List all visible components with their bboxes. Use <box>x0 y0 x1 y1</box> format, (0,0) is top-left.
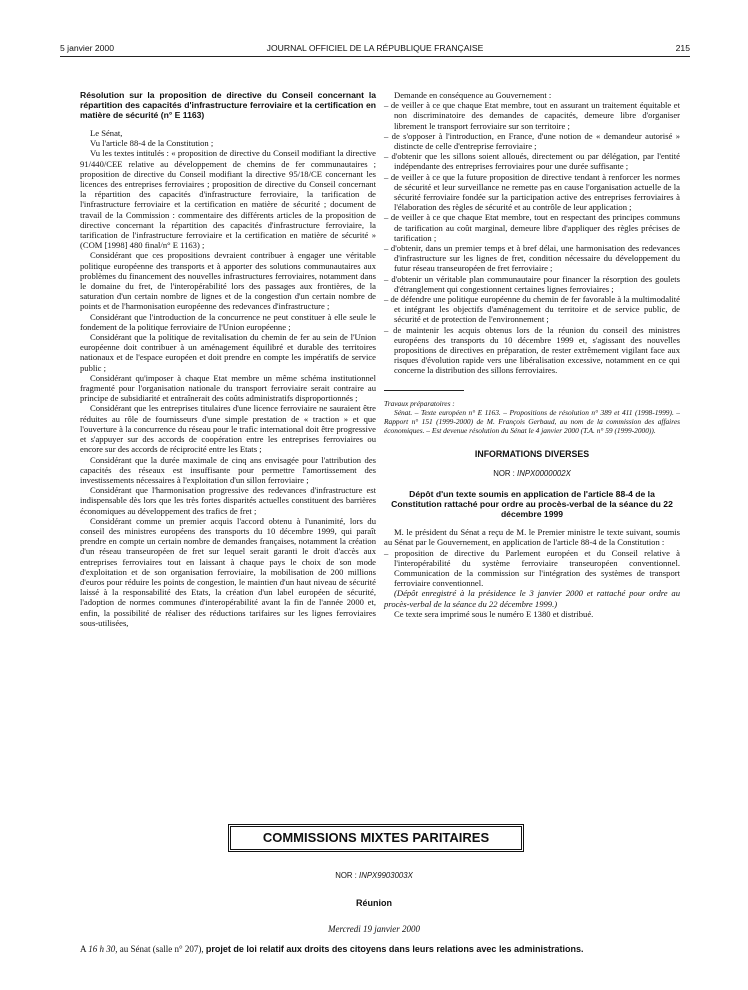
reunion-heading: Réunion <box>356 898 392 908</box>
demand-item: – de veiller à ce que chaque Etat membre, tout en respectant des principes communs de tarification au coût marginal, demeure libre d'appliquer des règles précises de tarification ; <box>384 212 680 243</box>
paragraph: Considérant que l'introduction de la concurrence ne peut constituer à elle seule le fondement de la politique ferroviaire de l'Union européenne ; <box>80 311 376 332</box>
paragraph: Considérant comme un premier acquis l'accord obtenu à l'unanimité, lors du conseil des ministres européens des transports du 10 décembre 1999, qui paraît prendre en compte un certain nombre de demandes françaises, notamment la création d'un réseau transeuropéen de fret sur lequel serait garanti le droit d'accès aux entreprises ferroviaires tout en laissant à chaque pays le choix de son mode d'exploitation et de son organisation ferroviaire, la mobilisation de 200 millions d'euros pour réduire les points de congestion, le maintien d'un haut niveau de sécurité laissé à la responsabilité des Etats, la création d'un label européen de sécurité, l'adoption de normes communes d'interopérabilité avant la fin de l'année 2000 et, enfin, la possibilité de réaliser des réductions tarifaires sur les lignes ferroviaires sous-utilisées, <box>80 515 376 628</box>
bottom-nor-value: INPX9903003X <box>359 871 413 880</box>
travaux-title: Travaux préparatoires : <box>384 398 455 408</box>
paragraph: Vu l'article 88-4 de la Constitution ; <box>90 138 214 149</box>
demand-item: – d'obtenir que les sillons soient alloués, directement ou par délégation, par l'entité indépendante des entreprises ferroviaires pour une durée suffisante ; <box>384 151 680 172</box>
travaux-text: Sénat. – Texte européen n° E 1163. – Propositions de résolution n° 389 et 411 (1998-1999). – Rapport n° 151 (1999-2000) de M. François Gerbaud, au nom de la commission des affaires économiques. – Est devenue résolution du Sénat le 4 janvier 2000 (T.A. n° 59 (1999-2000)). <box>384 407 680 435</box>
header-journal-title: JOURNAL OFFICIEL DE LA RÉPUBLIQUE FRANÇAISE <box>266 43 484 53</box>
depot-last-line: Ce texte sera imprimé sous le numéro E 1380 et distribué. <box>394 608 594 619</box>
demand-item: – de veiller à ce que la future proposition de directive tendant à renforcer les normes de sécurité et leur surveillance ne remette pas en cause l'organisation actuelle de la sécurité ferroviaire fondée sur la participation active des entreprises ferroviaires à l'élaboration des règles de sécurité et au contrôle de leur application ; <box>384 171 680 213</box>
info-section-title: INFORMATIONS DIVERSES <box>474 448 590 459</box>
nor-line <box>384 469 680 479</box>
meeting-prefix: A <box>80 944 87 954</box>
paragraph: Considérant que ces propositions devraient contribuer à engager une véritable politique européenne des transports et à apporter des solutions communautaires aux problèmes du financement des nouvelles infrastructures ferroviaires, notamment dans le domaine du fret, de l'interopérabilité lors des passages aux frontières, de la saturation d'un certain nombre de lignes et de la congestion d'un certain nombre de points et de l'harmonisation européenne des redevances d'infrastructure ; <box>80 250 376 312</box>
meeting-subject: projet de loi relatif aux droits des citoyens dans leurs relations avec les administrations. <box>205 944 584 954</box>
demand-item: – d'obtenir un véritable plan communautaire pour financer la résorption des goulets d'étranglement qui congestionnent certaines lignes ferroviaires ; <box>384 273 680 294</box>
depot-note: (Dépôt enregistré à la présidence le 3 janvier 2000 et rattaché pour ordre au procès-verbal de la séance du 22 décembre 1999.) <box>384 588 680 609</box>
bottom-nor-line <box>0 871 748 881</box>
demand-item: – d'obtenir, dans un premier temps et à bref délai, une harmonisation des redevances d'infrastructure sur les lignes de fret, condition nécessaire du développement du futur réseau transeuropéen de fret ferroviaire ; <box>384 243 680 274</box>
demand-item: – de maintenir les acquis obtenus lors de la réunion du conseil des ministres européens des transports du 10 décembre 1999 et, s'agissant des nouvelles propositions de directives en préparation, de rester extrêmement vigilant face aux risques d'évolution rapide vers une libéralisation excessive, notamment en ce qui concerne la distribution des sillons ferroviaires. <box>384 324 680 376</box>
meeting-location: au Sénat (salle n° 207), <box>119 944 204 954</box>
depot-paragraph: M. le président du Sénat a reçu de M. le Premier ministre le texte suivant, soumis au Sénat par le Gouvernement, en application de l'article 88-4 de la Constitution : <box>384 527 680 548</box>
depot-title: Dépôt d'un texte soumis en application de l'article 88-4 de la Constitution rattaché pour ordre au procès-verbal de la séance du 22 décembre 1999 <box>391 489 673 520</box>
travaux-separator <box>384 390 464 391</box>
left-column <box>80 90 376 628</box>
nor-value: INPX0000002X <box>517 468 571 478</box>
demand-item: – de s'opposer à l'introduction, en France, d'une notion de « demandeur autorisé » distincte de celle d'entreprise ferroviaire ; <box>384 130 680 152</box>
paragraph: Vu les textes intitulés : « proposition de directive du Conseil modifiant la directive 91/440/CEE relative au développement de chemins de fer communautaires ; proposition de directive du Conseil modifiant la directive 95/18/CE concernant les licences des entreprises ferroviaires ; proposition de directive du Conseil concernant la répartition des capacités d'infrastructure ferroviaire, la tarification de l'infrastructure ferroviaire et la certification en matière de sécurité ; document de travail de la Commission : commentaire des différents articles de la proposition de directive concernant la répartition des capacités d'infrastructure ferroviaire, la tarification de l'infrastructure ferroviaire et la certification en matière de sécurité » (COM [1998] 480 final/n° E 1163) ; <box>80 148 376 251</box>
paragraph: Considérant que la politique de revitalisation du chemin de fer au sein de l'Union européenne doit contribuer à un aménagement équilibré et durable des territoires nationaux et de l'espace européen et doit prendre en compte les impératifs de service public ; <box>80 332 376 373</box>
meeting-line <box>80 944 700 954</box>
demand-intro: Demande en conséquence au Gouvernement : <box>394 90 552 100</box>
meeting-time: 16 h 30, <box>88 944 118 954</box>
demand-item: – de veiller à ce que chaque Etat membre, tout en assurant un traitement équitable et non discriminatoire des demandes de capacités, demeure libre d'organiser librement le transport ferroviaire sur son territoire ; <box>384 100 680 131</box>
commissions-box-title: COMMISSIONS MIXTES PARITAIRES <box>228 824 524 852</box>
paragraph: Considérant que l'harmonisation progressive des redevances d'infrastructure est indispensable dès lors que les très fortes disparités actuelles constituent des barrières économiques au développement des trafics de fret ; <box>80 485 376 516</box>
nor-label: NOR : <box>493 468 515 478</box>
paragraph: Considérant que la durée maximale de cinq ans envisagée pour l'attribution des capacités des réseaux est insuffisante pour permettre l'amortissement des investissements nécessaires à l'exploitation d'un sillon ferroviaire ; <box>80 454 376 485</box>
resolution-title: Résolution sur la proposition de directive du Conseil concernant la répartition des capacités d'infrastructure ferroviaire et la certification en matière de sécurité (n° E 1163) <box>80 90 376 120</box>
paragraph: Considérant que les entreprises titulaires d'une licence ferroviaire ne sauraient être réduites au rôle de fournisseurs d'une simple prestation de « traction » et que l'ouverture à la concurrence du réseau pour le trafic international doit être progressive et s'appuyer sur des accords de coopération entre les entreprises ferroviaires ou encore sur des accords de réciprocité entre les Etats ; <box>80 403 376 455</box>
demand-item: – de défendre une politique européenne du chemin de fer favorable à la multimodalité et intégrant les objectifs d'aménagement du territoire et de service public, de sécurité et de protection de l'environnement ; <box>384 294 680 325</box>
header-rule <box>60 56 690 57</box>
header-page-number: 215 <box>675 43 690 53</box>
bottom-nor-label: NOR : <box>335 871 357 880</box>
right-column <box>384 90 680 619</box>
header-date: 5 janvier 2000 <box>60 43 114 53</box>
depot-item: – proposition de directive du Parlement européen et du Conseil relative à l'interopérabilité du système ferroviaire transeuropéen conventionnel. Communication de la commission sur l'intégration des systèmes de transport ferroviaire conventionnel. <box>384 547 680 589</box>
senat-line: Le Sénat, <box>90 128 123 138</box>
meeting-date: Mercredi 19 janvier 2000 <box>327 924 421 934</box>
paragraph: Considérant qu'imposer à chaque Etat membre un même schéma institutionnel fragmenté pour l'organisation nationale du transport ferroviaire serait contraire au principe de subsidiarité et entraînerait des coûts administratifs disproportionnés ; <box>80 372 376 404</box>
